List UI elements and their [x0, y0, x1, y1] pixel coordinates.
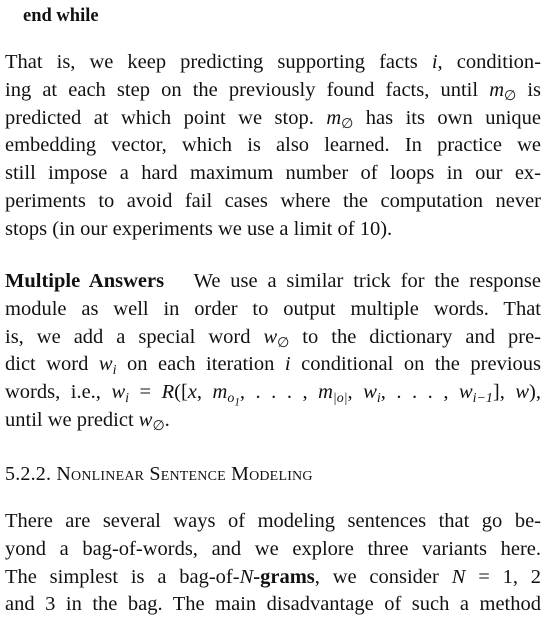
run-in-heading: Multiple Answers: [5, 270, 165, 292]
paragraph-nonlinear-modeling: [5, 508, 541, 619]
text-line: dict word $w_i$ on each iteration i conditional on the previous: [5, 353, 542, 379]
algorithm-end-while: end while: [23, 6, 99, 26]
text-line: That is, we keep predicting supporting facts i, condition-: [5, 51, 541, 73]
text-line-formula: words, i.e., $w_i = R([x$, $m_{o_1}$, . . . , $m_{|o|}$, $w_i$, . . . , $w_{i-1}$], w),: [5, 381, 541, 409]
text-line: stops (in our experiments we use a limit of 10).: [5, 217, 393, 240]
text-line: yond a bag-of-words, and we explore three variants here.: [5, 537, 541, 560]
section-title: Nonlinear Sentence Modeling: [56, 463, 313, 485]
paragraph-multiple-answers: [5, 268, 541, 435]
text-line: The simplest is a bag-of-N-grams, we consider N = 1, 2: [5, 565, 542, 588]
text-line: There are several ways of modeling sentences that go be-: [5, 510, 541, 532]
text-line: ing at each step on the previously found facts, until $m_\emptyset$ is: [5, 78, 541, 104]
text-line: Multiple Answers We use a similar trick for the response: [5, 270, 542, 292]
text-line: until we predict $w_\emptyset$.: [5, 408, 170, 435]
text-line: embedding vector, which is also learned. In practice we: [5, 134, 541, 157]
text-line: periments to avoid fail cases where the computation never: [5, 189, 541, 212]
text-line: still impose a hard maximum number of loops in our ex-: [5, 162, 541, 185]
section-number: 5.2.2.: [5, 463, 52, 485]
paragraph-supporting-facts: [5, 49, 541, 244]
text-line: and 3 in the bag. The main disadvantage of such a method: [5, 593, 541, 616]
section-heading: [5, 461, 313, 487]
text-line: module as well in order to output multiple words. That: [5, 297, 541, 320]
text-line: predicted at which point we stop. $m_\emptyset$ has its own unique: [5, 106, 541, 132]
text-line: is, we add a special word $w_\emptyset$ to the dictionary and pre-: [5, 325, 541, 351]
